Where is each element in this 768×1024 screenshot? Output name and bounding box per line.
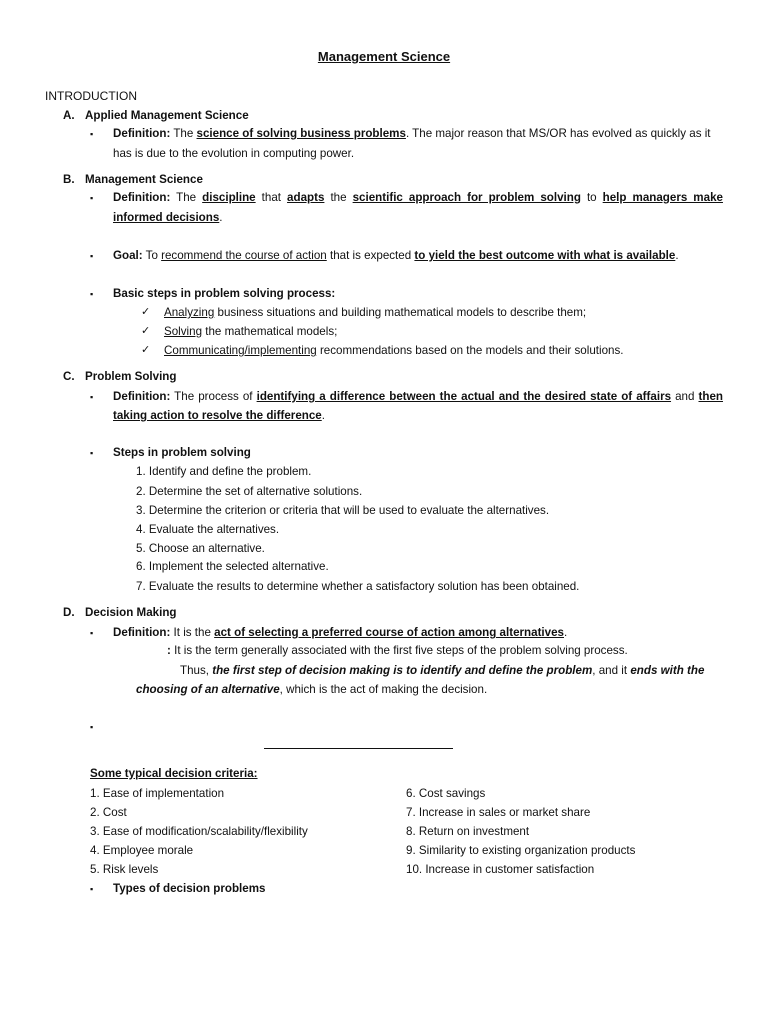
section-d-thus-line2: choosing of an alternative, which is the act of making the decision. [136, 683, 488, 696]
check-icon: ✓ [141, 306, 151, 318]
bullet-icon: ▪ [90, 251, 94, 261]
page-title: Management Science [317, 49, 451, 64]
section-c-step: 6. Implement the selected alternative. [136, 560, 329, 573]
intro-heading: INTRODUCTION [45, 89, 137, 103]
section-c-heading: Problem Solving [85, 370, 177, 383]
section-c-steps-label: Steps in problem solving [113, 446, 251, 459]
criteria-item: 6. Cost savings [406, 787, 486, 800]
section-b-step-3: Communicating/implementing recommendations based on the models and their solutions. [164, 344, 624, 357]
section-c-step: 4. Evaluate the alternatives. [136, 523, 280, 536]
section-a-heading: Applied Management Science [85, 109, 249, 122]
section-b-definition: Definition: The discipline that adapts the scientific approach for problem solving to help managers make [113, 191, 723, 204]
criteria-item: 3. Ease of modification/scalability/flexibility [90, 825, 308, 838]
section-b-step-1: Analyzing business situations and building mathematical models to describe them; [164, 306, 587, 319]
section-d-thus: Thus, the first step of decision making is to identify and define the problem, and it ends with the [180, 664, 705, 677]
section-b-definition-line2: informed decisions. [113, 211, 223, 224]
types-label: Types of decision problems [113, 882, 266, 895]
section-d-letter: D. [63, 606, 75, 619]
section-d-heading: Decision Making [85, 606, 177, 619]
section-a-definition: Definition: The science of solving business problems. The major reason that MS/OR has evolved as quickly as it [113, 127, 711, 140]
criteria-item: 7. Increase in sales or market share [406, 806, 591, 819]
bullet-icon: ▪ [90, 129, 94, 139]
bullet-icon: ▪ [90, 628, 94, 638]
criteria-heading: Some typical decision criteria: [90, 767, 258, 780]
section-c-step: 7. Evaluate the results to determine whether a satisfactory solution has been obtained. [136, 580, 580, 593]
section-c-definition: Definition: The process of identifying a difference between the actual and the desired state of affairs and then [113, 390, 723, 403]
section-c-step: 3. Determine the criterion or criteria that will be used to evaluate the alternatives. [136, 504, 550, 517]
section-b-steps-label: Basic steps in problem solving process: [113, 287, 336, 300]
criteria-item: 4. Employee morale [90, 844, 194, 857]
section-c-letter: C. [63, 370, 75, 383]
section-b-goal: Goal: To recommend the course of action that is expected to yield the best outcome with what is available. [113, 249, 679, 262]
bullet-icon: ▪ [90, 289, 94, 299]
section-c-definition-line2: taking action to resolve the difference. [113, 409, 325, 422]
section-d-note: : It is the term generally associated with the first five steps of the problem solving process. [167, 644, 628, 657]
divider-line [264, 748, 453, 749]
section-d-definition: Definition: It is the act of selecting a preferred course of action among alternatives. [113, 626, 568, 639]
section-a-definition-line2: has is due to the evolution in computing power. [113, 147, 355, 160]
criteria-item: 8. Return on investment [406, 825, 530, 838]
section-c-step: 5. Choose an alternative. [136, 542, 265, 555]
check-icon: ✓ [141, 325, 151, 337]
bullet-icon: ▪ [90, 884, 94, 894]
section-c-step: 1. Identify and define the problem. [136, 465, 312, 478]
criteria-item: 2. Cost [90, 806, 127, 819]
section-c-step: 2. Determine the set of alternative solutions. [136, 485, 363, 498]
bullet-icon: ▪ [90, 722, 94, 732]
check-icon: ✓ [141, 344, 151, 356]
bullet-icon: ▪ [90, 448, 94, 458]
bullet-icon: ▪ [90, 193, 94, 203]
criteria-item: 1. Ease of implementation [90, 787, 225, 800]
section-b-step-2: Solving the mathematical models; [164, 325, 338, 338]
section-a-letter: A. [63, 109, 75, 122]
criteria-item: 5. Risk levels [90, 863, 159, 876]
criteria-item: 10. Increase in customer satisfaction [406, 863, 595, 876]
section-b-letter: B. [63, 173, 75, 186]
section-b-heading: Management Science [85, 173, 203, 186]
bullet-icon: ▪ [90, 392, 94, 402]
criteria-item: 9. Similarity to existing organization products [406, 844, 636, 857]
